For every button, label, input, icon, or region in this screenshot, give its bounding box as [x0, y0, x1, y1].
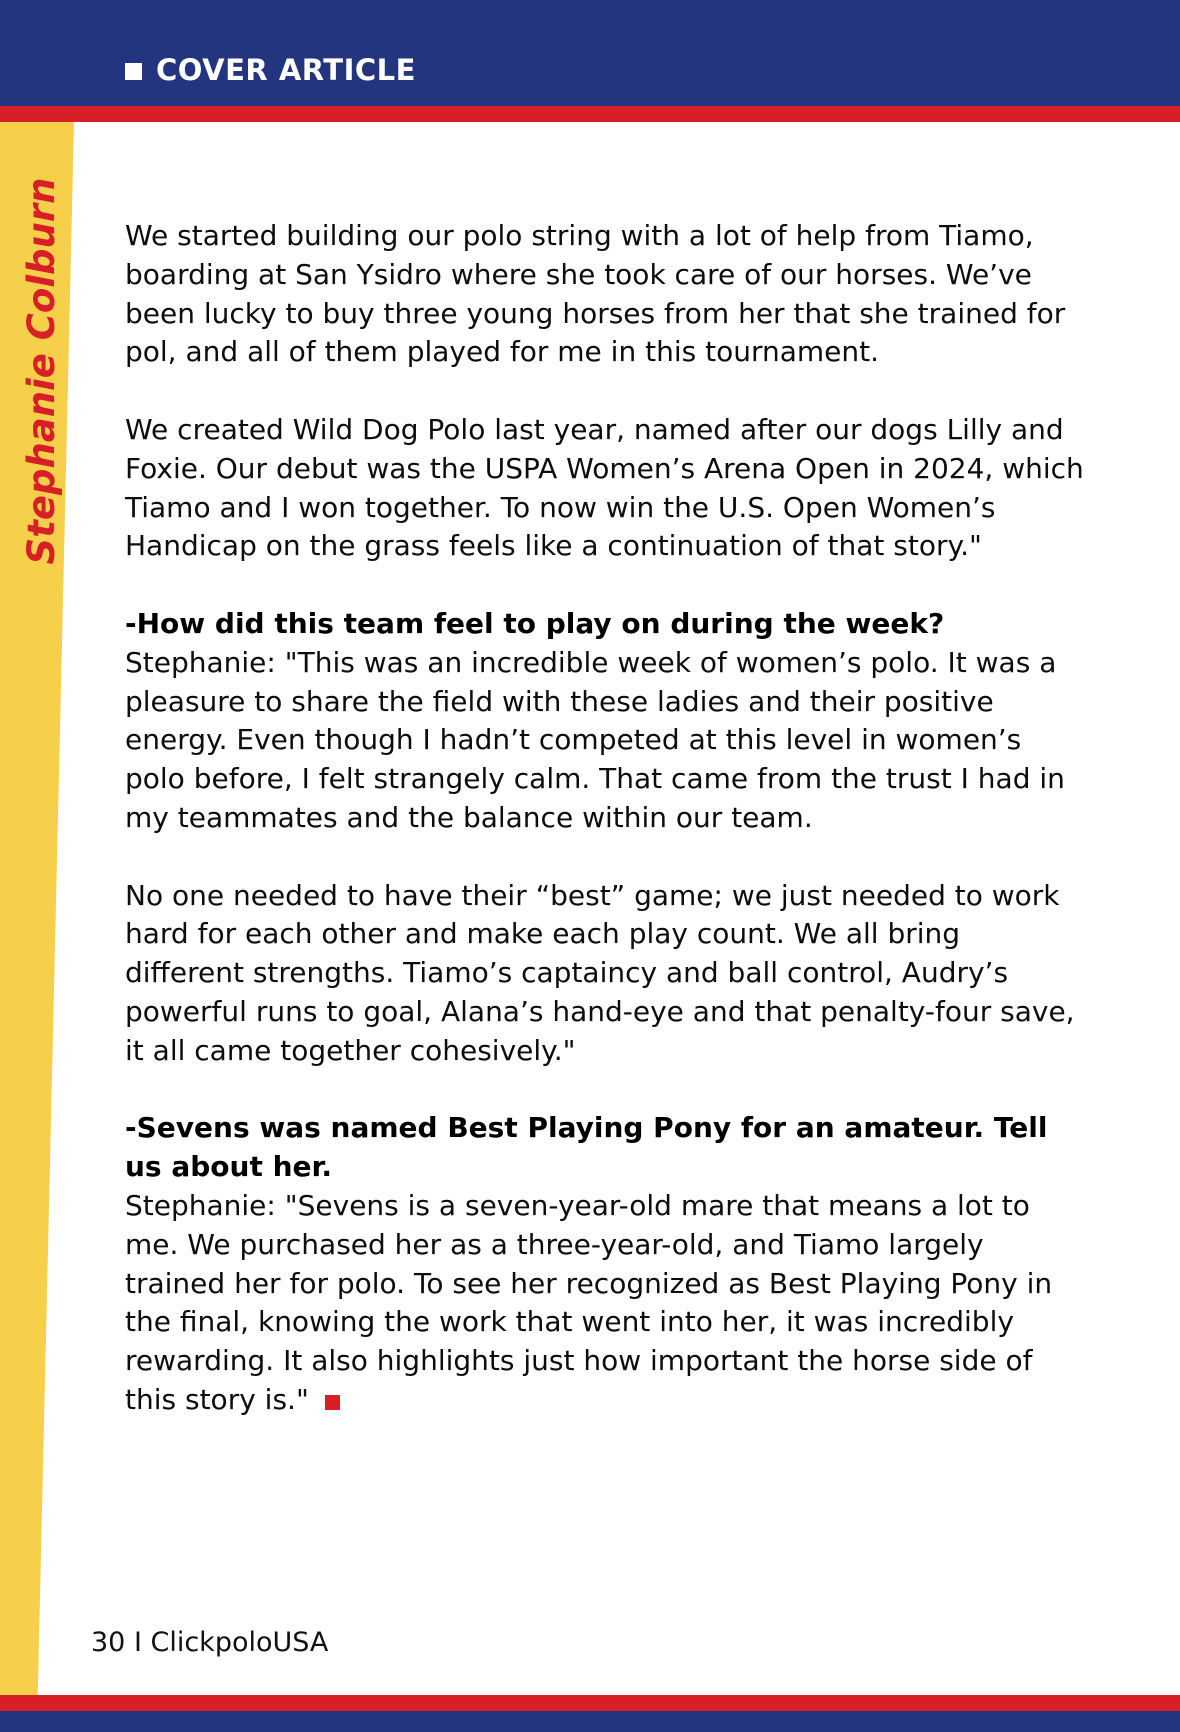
answer-text: Stephanie: "Sevens is a seven-year-old mare that means a lot to me. We purchased her as a three-year-old, and Tiamo largely trained her for polo. To see her recognized as Best Playing Pony in the final, knowing the work that went into her, it was incredibly rewarding. It also highlights just how important the horse side of this story is.": [125, 1188, 1053, 1416]
article-paragraph: We created Wild Dog Polo last year, named after our dogs Lilly and Foxie. Our debut was the USPA Women’s Arena Open in 2024, which Tiamo and I won together. To now win the U.S. Open Women’s Handicap on the grass feels like a continuation of that story.": [125, 412, 1084, 563]
interview-question: -How did this team feel to play on during the week?: [125, 606, 945, 640]
interviewee-name: Stephanie Colburn: [20, 177, 63, 565]
section-label: COVER ARTICLE: [156, 53, 416, 87]
section-square-icon: [125, 63, 142, 80]
header-red-stripe: [0, 106, 1180, 122]
article-paragraph: No one needed to have their “best” game; we just needed to work hard for each other and make each play count. We all bring different strengths. Tiamo’s captaincy and ball control, Audry’s powerful runs to goal, Alana’s hand-eye and that penalty-four save, it all came together cohesively.": [125, 878, 1075, 1067]
interview-answer: Stephanie: "This was an incredible week of women’s polo. It was a pleasure to share the field with these ladies and their positive energy. Even though I hadn’t competed at this level in women’s polo before, I felt strangely calm. That came from the trust I had in my teammates and the balance within our team.: [125, 645, 1065, 834]
page-folio: 30 I ClickpoloUSA: [91, 1627, 329, 1658]
end-square-icon: [325, 1395, 340, 1410]
interview-question: -Sevens was named Best Playing Pony for an amateur. Tell us about her.: [125, 1111, 1048, 1184]
interview-answer-final: [125, 1187, 1087, 1420]
footer-red-stripe: [0, 1695, 1180, 1711]
footer-bar: [0, 1711, 1180, 1732]
article-paragraph: We started building our polo string with a lot of help from Tiamo, boarding at San Ysidro where she took care of our horses. We’ve been lucky to buy three young horses from her that she trained for pol, and all of them played for me in this tournament.: [125, 219, 1066, 369]
article-body: [125, 217, 1087, 1459]
